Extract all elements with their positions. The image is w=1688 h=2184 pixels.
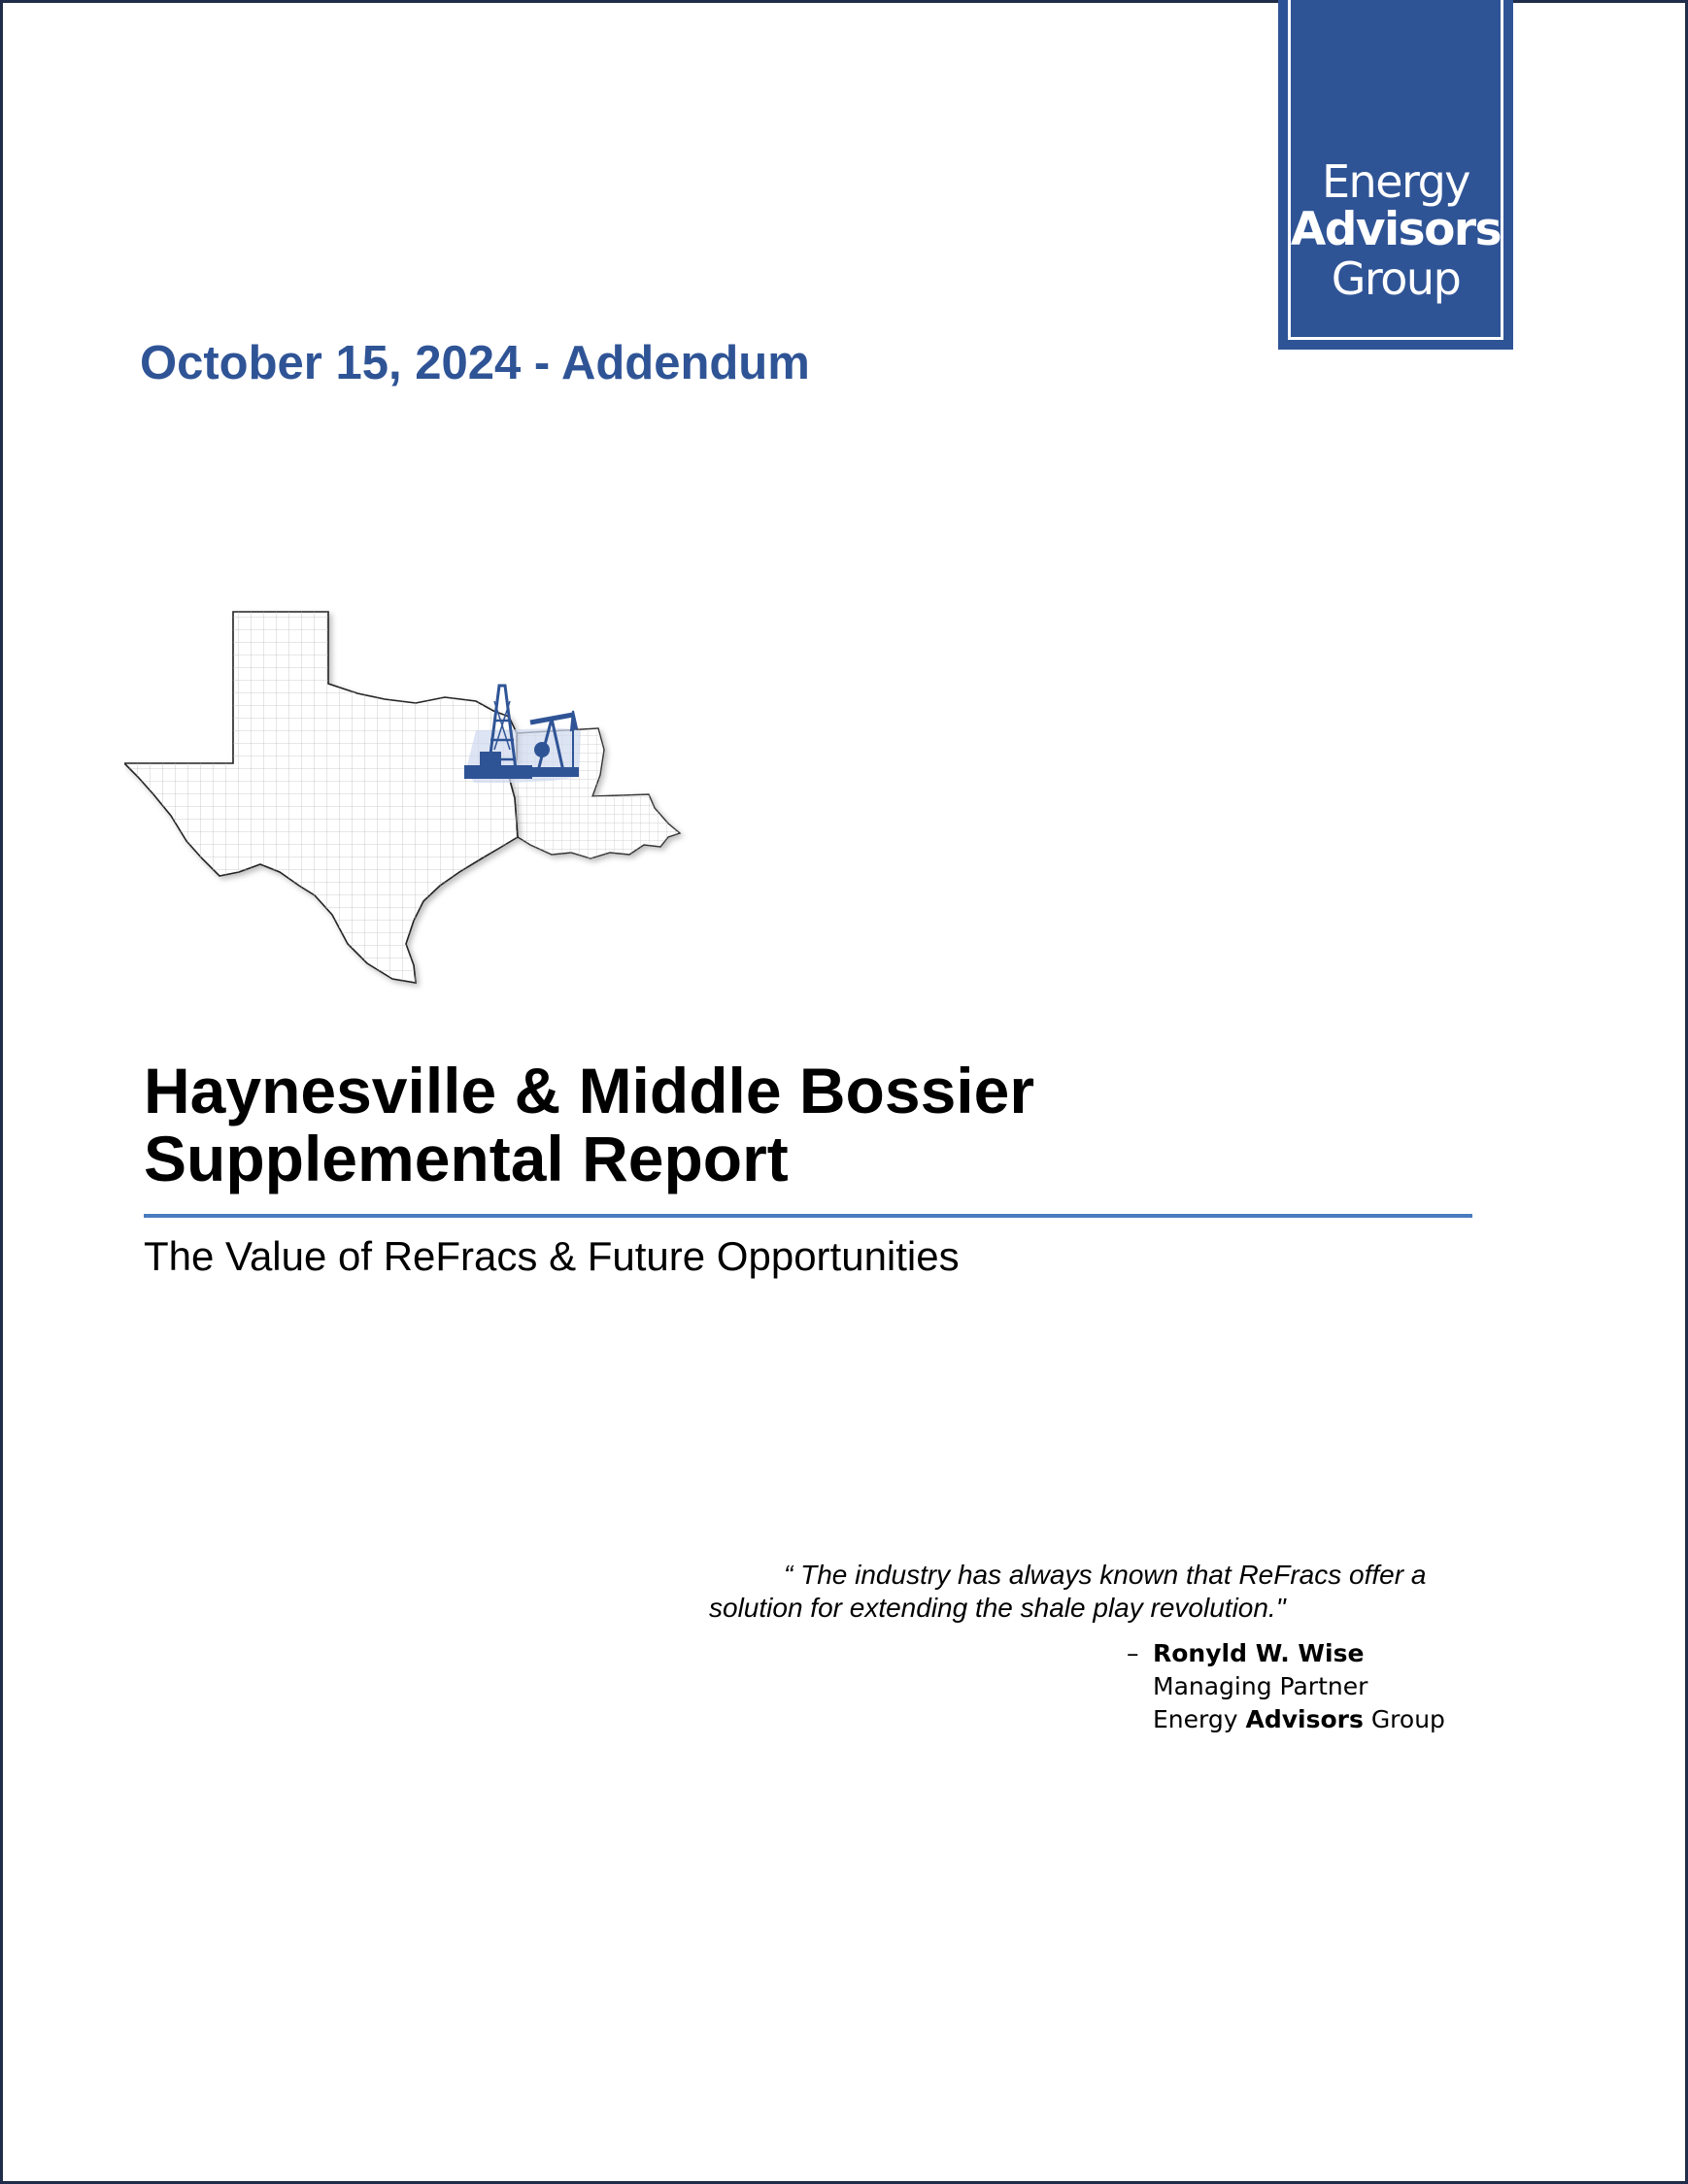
attribution-company-group: Group: [1370, 1705, 1445, 1733]
quote-line-2: solution for extending the shale play revolution.": [709, 1593, 1286, 1623]
region-map: [124, 604, 688, 992]
logo-text: [1278, 157, 1513, 303]
logo-line-energy: Energy: [1321, 155, 1470, 208]
title-line-1: Haynesville & Middle Bossier: [144, 1055, 1035, 1126]
attribution-role: Managing Partner: [1153, 1672, 1368, 1700]
title-divider: [144, 1214, 1472, 1218]
quote-attribution: [1127, 1637, 1445, 1736]
company-logo: [1278, 0, 1513, 350]
attribution-company: [1127, 1703, 1445, 1736]
pull-quote: [709, 1559, 1505, 1625]
attribution-dash: –: [1127, 1639, 1139, 1667]
attribution-name: Ronyld W. Wise: [1153, 1639, 1365, 1667]
attribution-company-energy: Energy: [1153, 1705, 1238, 1733]
logo-line-advisors: Advisors: [1290, 203, 1502, 256]
quote-line-1: “ The industry has always known that ReFracs offer a: [784, 1560, 1427, 1590]
logo-line-group: Group: [1331, 252, 1461, 305]
attribution-company-advisors: Advisors: [1245, 1705, 1364, 1733]
report-date: October 15, 2024 - Addendum: [140, 337, 810, 389]
texas-louisiana-map-icon: [124, 604, 688, 992]
attribution-name-row: [1127, 1637, 1445, 1670]
report-subtitle: The Value of ReFracs & Future Opportunities: [144, 1233, 960, 1279]
report-title: [144, 1057, 1034, 1193]
title-line-2: Supplemental Report: [144, 1123, 789, 1194]
